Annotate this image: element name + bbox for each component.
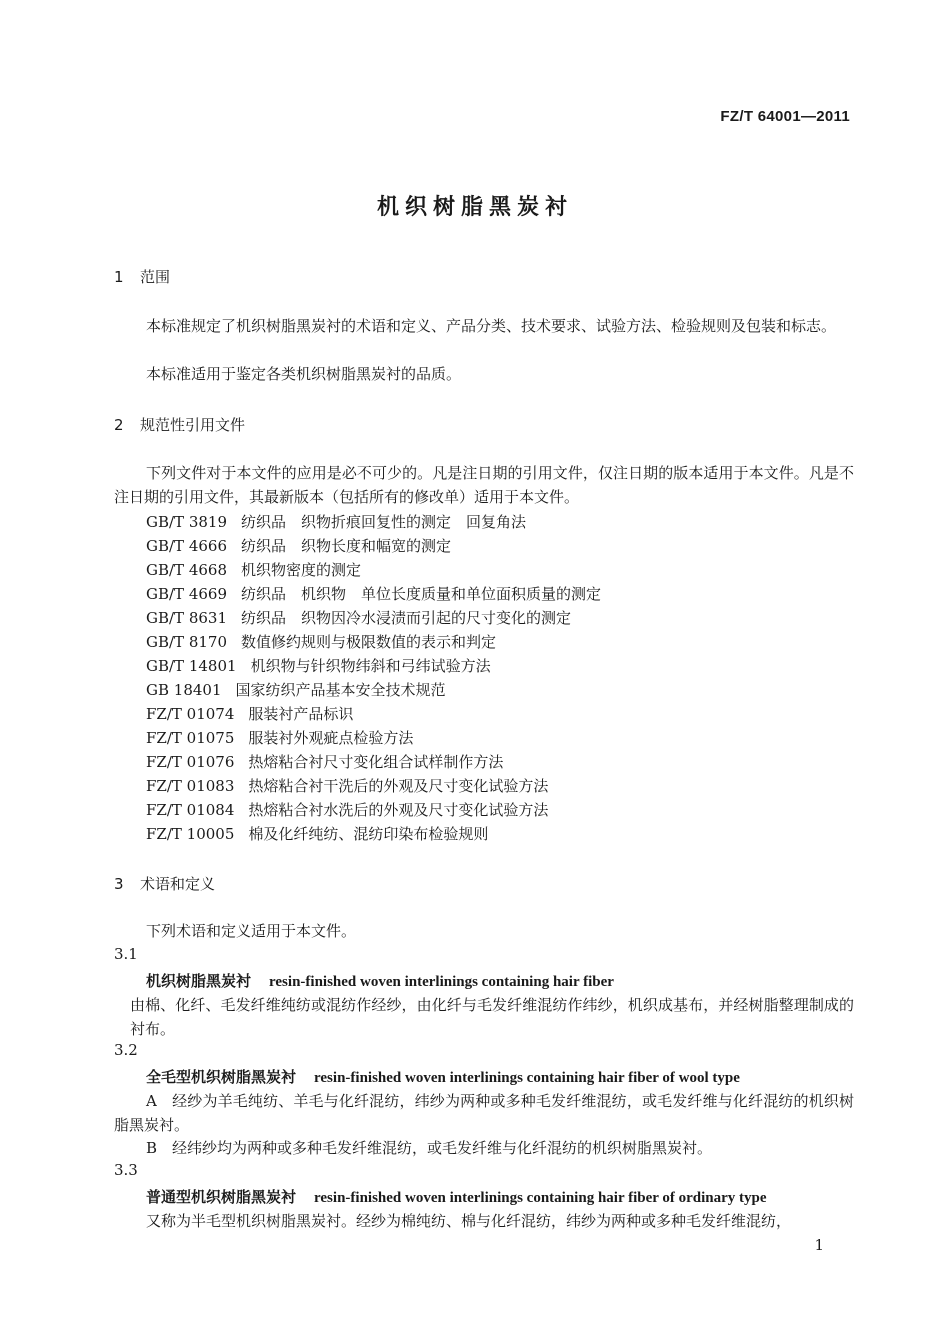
reference-item (146, 655, 491, 676)
term-number: 3.3 (114, 1161, 138, 1179)
section-title: 范围 (140, 268, 171, 286)
reference-title: 机织物密度的测定 (241, 561, 362, 579)
reference-code: GB 18401 (146, 681, 222, 699)
reference-code: FZ/T 10005 (146, 825, 235, 843)
reference-title: 纺织品 织物长度和幅宽的测定 (241, 537, 452, 555)
reference-title: 服装衬外观疵点检验方法 (248, 729, 414, 747)
references-intro: 下列文件对于本文件的应用是必不可少的。凡是注日期的引用文件，仅注日期的版本适用于本文件。凡是不注日期的引用文件，其最新版本（包括所有的修改单）适用于本文件。 (114, 464, 854, 506)
reference-item (146, 583, 601, 604)
section-1-heading (114, 266, 170, 287)
reference-item (146, 607, 571, 628)
term-zh: 机织树脂黑炭衬 (146, 972, 252, 990)
reference-code: FZ/T 01074 (146, 705, 235, 723)
reference-title: 数值修约规则与极限数值的表示和判定 (241, 633, 497, 651)
reference-item (146, 511, 526, 532)
section-number: 1 (114, 268, 124, 286)
term-en: resin-finished woven interlinings containing hair fiber of wool type (314, 1070, 740, 1086)
reference-title: 纺织品 织物因冷水浸渍而引起的尺寸变化的测定 (241, 609, 572, 627)
reference-code: FZ/T 01083 (146, 777, 235, 795)
reference-title: 国家纺织产品基本安全技术规范 (235, 681, 446, 699)
reference-item (146, 823, 488, 844)
reference-item (146, 631, 496, 652)
section-number: 3 (114, 875, 124, 893)
reference-code: GB/T 4669 (146, 585, 228, 603)
reference-item (146, 751, 503, 772)
reference-item (146, 535, 451, 556)
reference-code: FZ/T 01076 (146, 753, 235, 771)
reference-title: 热熔粘合衬水洗后的外观及尺寸变化试验方法 (248, 801, 549, 819)
reference-item (146, 703, 353, 724)
reference-item (146, 679, 446, 700)
reference-item (146, 727, 413, 748)
term-definition: 又称为半毛型机织树脂黑炭衬。经纱为棉纯纺、棉与化纤混纺，纬纱为两种或多种毛发纤维混纺， (146, 1212, 792, 1230)
reference-title: 热熔粘合衬尺寸变化组合试样制作方法 (248, 753, 504, 771)
reference-title: 纺织品 织物折痕回复性的测定 回复角法 (241, 513, 527, 531)
document-title: 机织树脂黑炭衬 (376, 195, 573, 220)
term-zh: 全毛型机织树脂黑炭衬 (146, 1068, 297, 1086)
term-en: resin-finished woven interlinings containing hair fiber (269, 974, 614, 990)
page-number: 1 (814, 1236, 824, 1254)
reference-item (146, 799, 548, 820)
term-heading (146, 1066, 740, 1087)
reference-title: 服装衬产品标识 (248, 705, 354, 723)
section-number: 2 (114, 416, 124, 434)
reference-item (146, 559, 361, 580)
reference-title: 机织物与针织物纬斜和弓纬试验方法 (250, 657, 491, 675)
term-en: resin-finished woven interlinings containing hair fiber of ordinary type (314, 1190, 767, 1206)
section-title: 规范性引用文件 (140, 416, 246, 434)
reference-code: FZ/T 01084 (146, 801, 235, 819)
reference-code: GB/T 8631 (146, 609, 228, 627)
reference-code: GB/T 8170 (146, 633, 228, 651)
reference-item (146, 775, 548, 796)
section-title: 术语和定义 (140, 875, 216, 893)
terms-intro: 下列术语和定义适用于本文件。 (146, 922, 357, 940)
scope-paragraph-2: 本标准适用于鉴定各类机织树脂黑炭衬的品质。 (146, 365, 462, 383)
term-heading (146, 970, 614, 991)
reference-code: FZ/T 01075 (146, 729, 235, 747)
term-number: 3.1 (114, 945, 138, 963)
reference-title: 棉及化纤纯纺、混纺印染布检验规则 (248, 825, 489, 843)
standard-code: FZ/T 64001—2011 (720, 108, 850, 125)
scope-paragraph-1: 本标准规定了机织树脂黑炭衬的术语和定义、产品分类、技术要求、试验方法、检验规则及包装和标志。 (146, 317, 837, 335)
term-zh: 普通型机织树脂黑炭衬 (146, 1188, 297, 1206)
reference-title: 热熔粘合衬干洗后的外观及尺寸变化试验方法 (248, 777, 549, 795)
term-definition-a: A 经纱为羊毛纯纺、羊毛与化纤混纺，纬纱为两种或多种毛发纤维混纺，或毛发纤维与化纤混纺的机织树脂黑炭衬。 (114, 1092, 854, 1134)
term-number: 3.2 (114, 1041, 138, 1059)
reference-code: GB/T 14801 (146, 657, 237, 675)
reference-code: GB/T 3819 (146, 513, 228, 531)
section-2-heading (114, 414, 245, 435)
reference-code: GB/T 4668 (146, 561, 228, 579)
reference-code: GB/T 4666 (146, 537, 228, 555)
term-heading (146, 1186, 767, 1207)
reference-title: 纺织品 机织物 单位长度质量和单位面积质量的测定 (241, 585, 602, 603)
term-definition: 由棉、化纤、毛发纤维纯纺或混纺作经纱，由化纤与毛发纤维混纺作纬纱，机织成基布，并经树脂整理制成的衬布。 (130, 996, 854, 1038)
term-definition-b: B 经纬纱均为两种或多种毛发纤维混纺，或毛发纤维与化纤混纺的机织树脂黑炭衬。 (146, 1139, 713, 1157)
section-3-heading (114, 873, 215, 894)
